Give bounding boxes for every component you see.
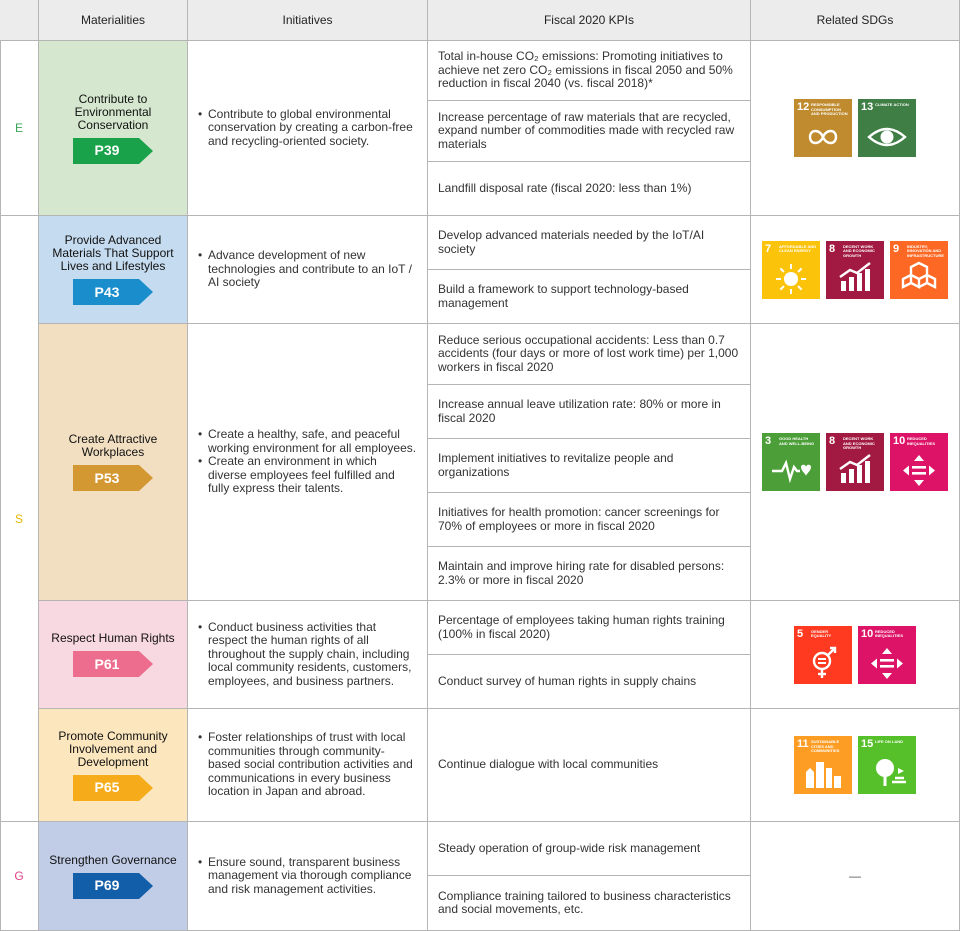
materiality-title: Respect Human Rights — [51, 631, 175, 645]
page-link-badge[interactable] — [73, 279, 153, 305]
sdgs-human — [751, 601, 960, 709]
materiality-adv — [39, 216, 188, 324]
kpi-text: Implement initiatives to revitalize people and organizations — [438, 451, 674, 479]
group-g — [0, 822, 39, 931]
page-link-badge[interactable] — [73, 873, 153, 899]
sdg-label: RESPONSIBLE CONSUMPTION AND PRODUCTION — [811, 102, 848, 116]
kpi-item — [428, 101, 751, 162]
materiality-title: Contribute to Environmental Conservation — [74, 91, 152, 132]
sdg-label: LIFE ON LAND — [875, 739, 903, 744]
kpi-text: Build a framework to support technology-based management — [438, 282, 689, 310]
header-initiatives-label: Initiatives — [282, 13, 333, 27]
sdg-number: 9 — [893, 242, 900, 255]
materiality-comm — [39, 709, 188, 822]
initiatives-work — [188, 324, 428, 601]
sdg-number: 8 — [829, 435, 836, 447]
sdgs-comm — [751, 709, 960, 822]
kpi-text: Maintain and improve hiring rate for disabled persons: 2.3% or more in fiscal 2020 — [438, 559, 725, 587]
sdg-number: 10 — [893, 435, 906, 447]
sdg-tile-3 — [762, 433, 820, 491]
header-materialities-label: Materialities — [80, 13, 146, 27]
page-number: P39 — [94, 142, 120, 158]
kpi-item — [428, 547, 751, 601]
initiative-text: Create an environment in which diverse employees feel fulfilled and fully express their talents. — [208, 454, 395, 496]
sdgs-gov — [751, 822, 960, 931]
group-g-label: G — [14, 869, 24, 883]
sdg-tile-12 — [794, 99, 852, 157]
kpi-text: Continue dialogue with local communities — [438, 757, 659, 772]
group-s-label: S — [14, 511, 23, 526]
sdg-number: 10 — [861, 627, 874, 640]
kpi-text: Landfill disposal rate (fiscal 2020: less than 1%) — [438, 180, 692, 195]
initiative-item — [198, 856, 417, 897]
kpi-text: Develop advanced materials needed by the IoT/AI society — [438, 228, 705, 256]
sdgs-adv — [751, 216, 960, 324]
kpi-item — [428, 439, 751, 493]
bullet-icon: • — [198, 619, 203, 634]
sdg-label: GOOD HEALTH AND WELL-BEING — [779, 436, 815, 446]
bullet-icon: • — [198, 106, 203, 121]
group-e-label: E — [14, 121, 23, 135]
materiality-title: Provide Advanced Materials That Support Lives and Lifestyles — [52, 233, 174, 273]
sdg-number: 5 — [797, 627, 804, 640]
initiative-text: Ensure sound, transparent business management via thorough compliance and risk management activities. — [208, 854, 412, 896]
sdg-tile-9 — [890, 241, 948, 299]
materiality-title: Promote Community Involvement and Development — [58, 728, 168, 769]
materiality-title: Create Attractive Workplaces — [68, 432, 158, 459]
header-initiatives — [188, 0, 428, 41]
sdg-tile-10 — [890, 433, 948, 491]
initiatives-list — [198, 621, 417, 689]
header-blank — [0, 0, 39, 41]
group-s — [0, 216, 39, 822]
page-number: P53 — [94, 469, 120, 486]
sdg-label: SUSTAINABLE CITIES AND COMMUNITIES — [811, 739, 840, 753]
page-number: P69 — [94, 877, 120, 893]
kpi-text: Total in-house CO₂ emissions: Promoting initiatives to achieve net zero CO₂ emissions in fiscal 2050 and 50% reduction in fiscal 2040 (vs. fiscal 2018)* — [438, 49, 733, 91]
kpi-text: Steady operation of group-wide risk management — [438, 840, 701, 855]
sdgs-env — [751, 41, 960, 216]
initiative-text: Advance development of new technologies and contribute to an IoT / AI society — [208, 248, 412, 290]
sdg-tile-13 — [858, 99, 916, 157]
sdg-tile-8 — [826, 241, 884, 299]
initiatives-gov — [188, 822, 428, 931]
sdg-label: AFFORDABLE AND CLEAN ENERGY — [779, 243, 817, 253]
kpi-text: Increase annual leave utilization rate: 80% or more in fiscal 2020 — [438, 397, 721, 425]
materiality-env — [39, 41, 188, 216]
initiative-text: Foster relationships of trust with local communities through community-based social contribution activities and communications in every business location in Japan and abroad. — [208, 730, 413, 799]
materiality-work — [39, 324, 188, 601]
header-materialities — [39, 0, 188, 41]
sdgs-work — [751, 324, 960, 601]
initiatives-list — [198, 108, 417, 149]
sdg-label: REDUCED INEQUALITIES — [875, 628, 904, 638]
bullet-icon: • — [198, 427, 203, 442]
page-link-badge[interactable] — [73, 138, 153, 164]
sdg-label: CLIMATE ACTION — [875, 102, 909, 107]
sdg-tile-10 — [858, 626, 916, 684]
initiative-item — [198, 249, 417, 290]
sdg-tile-8 — [826, 433, 884, 491]
page-number: P65 — [94, 779, 120, 795]
kpi-item — [428, 385, 751, 439]
initiatives-adv — [188, 216, 428, 324]
kpi-item — [428, 324, 751, 385]
kpi-text: Percentage of employees taking human rights training (100% in fiscal 2020) — [438, 613, 725, 641]
kpi-text: Conduct survey of human rights in supply chains — [438, 673, 697, 688]
page-link-badge[interactable] — [73, 651, 153, 677]
kpi-text: Increase percentage of raw materials that are recycled, expand number of commodities made with recycled raw materials — [438, 109, 735, 151]
kpi-item — [428, 216, 751, 270]
header-kpis-label: Fiscal 2020 KPIs — [543, 13, 635, 27]
initiative-item — [198, 108, 417, 149]
page-link-badge[interactable] — [73, 775, 153, 801]
sdg-label: DECENT WORK AND ECONOMIC GROWTH — [843, 436, 875, 450]
initiative-item — [198, 621, 417, 689]
header-kpis — [428, 0, 751, 41]
sdg-number: 7 — [765, 242, 772, 255]
sdg-label: REDUCED INEQUALITIES — [907, 436, 936, 446]
initiative-item — [198, 731, 417, 799]
sdg-number: 8 — [829, 242, 836, 255]
sdg-number: 12 — [797, 101, 810, 113]
bullet-icon: • — [198, 730, 203, 745]
initiatives-human — [188, 601, 428, 709]
kpi-text: Initiatives for health promotion: cancer screenings for 70% of employees or more in fiscal 2020 — [438, 505, 720, 533]
initiatives-list — [198, 856, 417, 897]
initiatives-comm — [188, 709, 428, 822]
header-sdgs — [751, 0, 960, 41]
materiality-title: Strengthen Governance — [49, 852, 177, 867]
page-number: P61 — [94, 655, 120, 672]
initiative-text: Contribute to global environmental conservation by creating a carbon-free and recycling-oriented society. — [208, 106, 413, 148]
kpi-text: Compliance training tailored to business characteristics and social movements, etc. — [438, 888, 731, 916]
sdg-tile-11 — [794, 736, 852, 794]
sdg-tile-15 — [858, 736, 916, 794]
page-number: P43 — [94, 283, 120, 300]
group-e — [0, 41, 39, 216]
initiatives-list — [198, 428, 417, 496]
kpi-item — [428, 709, 751, 822]
bullet-icon: • — [198, 454, 203, 469]
kpi-text: Reduce serious occupational accidents: Less than 0.7 accidents (four days or more of lost work time) per 1,000 workers in fiscal 2020 — [438, 332, 739, 374]
materiality-gov — [39, 822, 188, 931]
sdg-tile-7 — [762, 241, 820, 299]
sdg-number: 3 — [765, 435, 772, 447]
initiative-text: Conduct business activities that respect the human rights of all throughout the supply chain, including local community residents, customers, employees, and business partners. — [208, 619, 412, 688]
sdg-label: INDUSTRY, INNOVATION AND INFRASTRUCTURE — [907, 243, 944, 258]
initiatives-env — [188, 41, 428, 216]
page-link-badge[interactable] — [73, 465, 153, 491]
kpi-item — [428, 41, 751, 101]
initiative-item — [198, 455, 417, 496]
sdg-tile-5 — [794, 626, 852, 684]
kpi-item — [428, 876, 751, 931]
kpi-item — [428, 270, 751, 324]
no-sdg-dash: — — [849, 869, 861, 883]
kpi-item — [428, 493, 751, 547]
sdg-number: 11 — [797, 738, 809, 750]
bullet-icon: • — [198, 248, 203, 263]
kpi-item — [428, 601, 751, 655]
kpi-item — [428, 162, 751, 216]
sdg-number: 15 — [861, 738, 874, 750]
sdg-label: DECENT WORK AND ECONOMIC GROWTH — [843, 243, 875, 258]
initiative-item — [198, 428, 417, 455]
header-sdgs-label: Related SDGs — [816, 13, 894, 27]
initiatives-list — [198, 731, 417, 799]
initiative-text: Create a healthy, safe, and peaceful working environment for all employees. — [208, 427, 417, 455]
kpi-item — [428, 822, 751, 876]
materiality-human — [39, 601, 188, 709]
kpi-item — [428, 655, 751, 709]
initiatives-list — [198, 249, 417, 290]
sdg-number: 13 — [861, 101, 874, 113]
bullet-icon: • — [198, 854, 203, 869]
sdg-label: GENDER EQUALITY — [811, 628, 832, 638]
